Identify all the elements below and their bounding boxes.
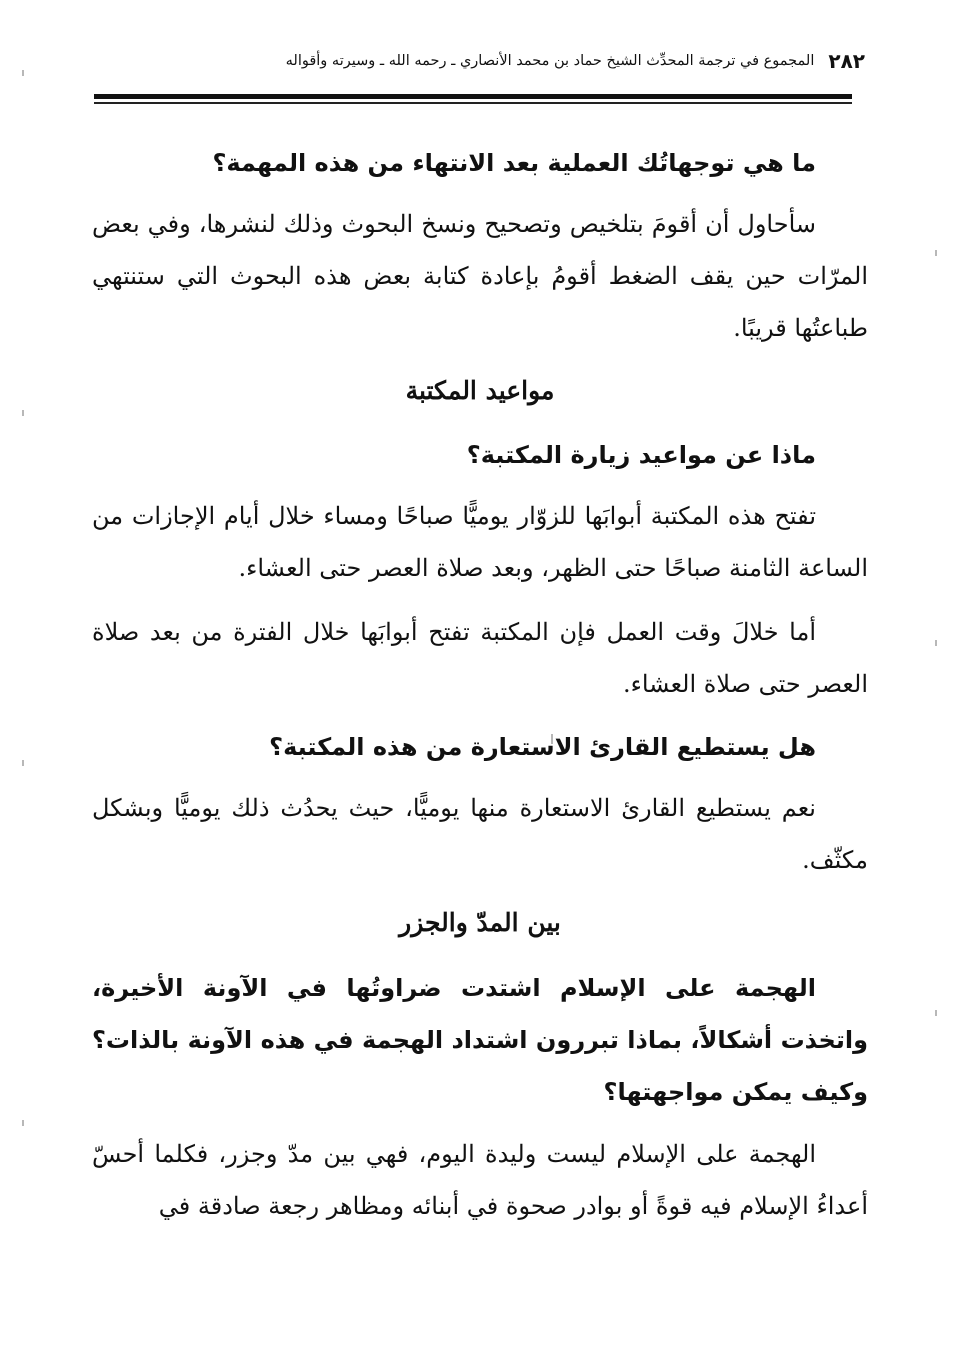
answer-visiting-hours-workdays: أما خلالَ وقت العمل فإن المكتبة تفتح أبوابَها خلال الفترة من بعد صلاة العصر حتى صلاة العشاء. <box>92 618 868 698</box>
running-title: المجموع في ترجمة المحدِّث الشيخ حماد بن محمد الأنصاري ـ رحمه الله ـ وسيرته وأقواله <box>285 53 815 69</box>
answer-attack-on-islam: الهجمة على الإسلام ليست وليدة اليوم، فهي بين مدّ وجزر، فكلما أحسّ أعداءُ الإسلام فيه قوةً أو بوادر صحوة في أبنائه ومظاهر رجعة صادقة في <box>92 1140 868 1220</box>
page-number: ٢٨٢ <box>828 49 865 73</box>
answer-borrowing: نعم يستطيع القارئ الاستعارة منها يوميًّا، حيث يحدُث ذلك يوميًّا وبشكل مكثّف. <box>92 794 868 874</box>
answer-visiting-hours-holidays: تفتح هذه المكتبة أبوابَها للزوّار يوميًّا صباحًا ومساء خلال أيام الإجازات من الساعة الثامنة صباحًا حتى الظهر، وبعد صلاة العصر حتى العشاء. <box>92 502 868 582</box>
scan-speck <box>22 70 24 76</box>
scan-speck <box>22 1120 24 1126</box>
scan-speck <box>22 410 24 416</box>
scan-speck <box>935 250 937 256</box>
header-rule-thin <box>94 102 852 104</box>
question-borrowing: هل يستطيع القارئ الاستعارة من هذه المكتبة؟ <box>269 733 816 761</box>
header-rule-thick <box>94 94 852 99</box>
scan-speck <box>22 760 24 766</box>
page-body <box>92 138 868 1244</box>
section-heading-library-hours: مواعيد المكتبة <box>405 376 555 405</box>
question-next-steps: ما هي توجهاتُك العملية بعد الانتهاء من هذه المهمة؟ <box>212 149 816 177</box>
scan-speck <box>935 640 937 646</box>
section-heading-ebb-and-flow: بين المدّ والجزر <box>399 908 561 937</box>
answer-next-steps: سأحاول أن أقومَ بتلخيص وتصحيح ونسخ البحوث وذلك لنشرها، وفي بعض المرّات حين يقف الضغط أقومُ بإعادة كتابة بعض هذه البحوث التي ستنتهي طباعتُها قريبًا. <box>92 210 868 342</box>
question-attack-on-islam: الهجمة على الإسلام اشتدت ضراوتُها في الآونة الأخيرة، واتخذت أشكالاً، بماذا تبررون اشتداد الهجمة في هذه الآونة بالذات؟ وكيف يمكن مواجهتها؟ <box>92 974 868 1106</box>
question-visiting-hours: ماذا عن مواعيد زيارة المكتبة؟ <box>466 441 816 469</box>
scan-speck <box>935 1010 937 1016</box>
running-header <box>190 44 865 78</box>
